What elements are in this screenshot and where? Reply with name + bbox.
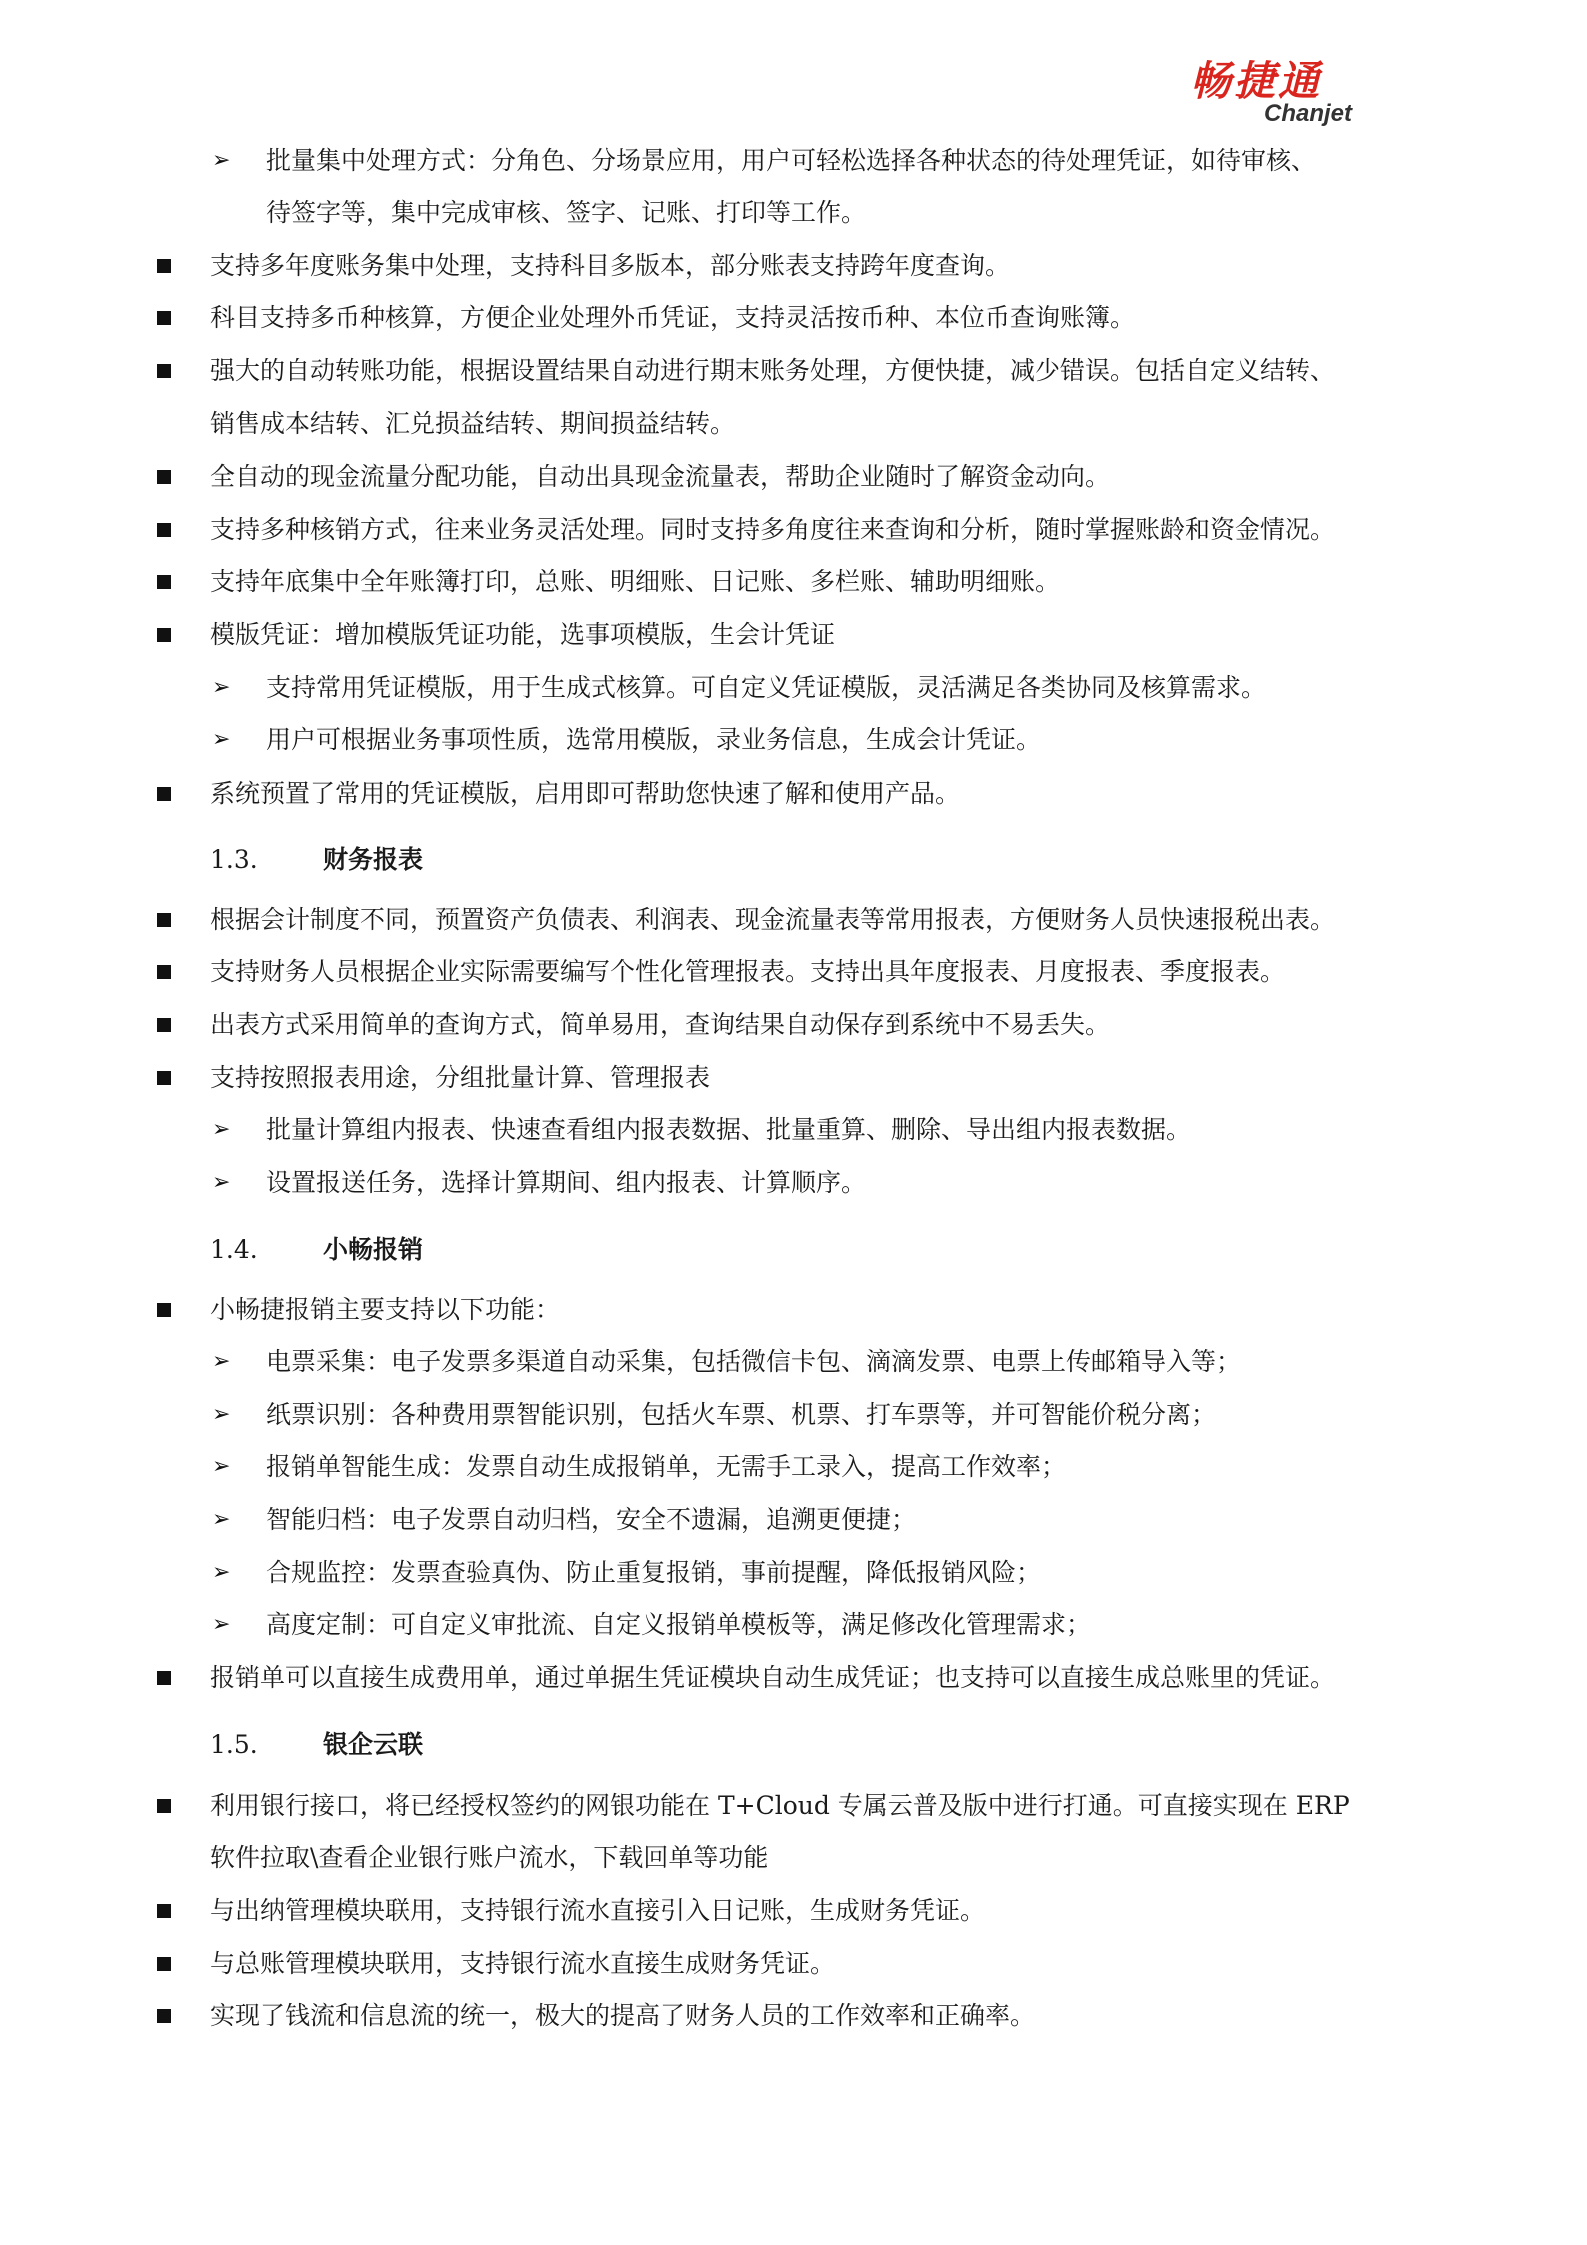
list-item-text: 报销单智能生成：发票自动生成报销单，无需手工录入，提高工作效率； — [266, 1452, 1067, 1481]
list-item-text: 全自动的现金流量分配功能，自动出具现金流量表，帮助企业随时了解资金动向。 — [210, 462, 1111, 491]
chanjet-logo — [1190, 58, 1405, 128]
list-item-text: 实现了钱流和信息流的统一，极大的提高了财务人员的工作效率和正确率。 — [210, 2001, 1036, 2030]
list-item-text: 支持按照报表用途，分组批量计算、管理报表 — [210, 1063, 711, 1092]
list-item-text: 强大的自动转账功能，根据设置结果自动进行期末账务处理，方便快捷，减少错误。包括自定义结转、 — [210, 356, 1336, 385]
list-item-text: 合规监控：发票查验真伪、防止重复报销，事前提醒，降低报销风险； — [266, 1558, 1042, 1587]
arrow-bullet-icon: ➢ — [212, 1560, 231, 1585]
square-bullet-icon — [157, 1071, 171, 1085]
list-item-text: 电票采集：电子发票多渠道自动采集，包括微信卡包、滴滴发票、电票上传邮箱导入等； — [266, 1347, 1242, 1376]
list-item-text: 支持多年度账务集中处理，支持科目多版本，部分账表支持跨年度查询。 — [210, 251, 1011, 280]
square-bullet-icon — [157, 913, 171, 927]
list-item-text: 支持常用凭证模版，用于生成式核算。可自定义凭证模版，灵活满足各类协同及核算需求。 — [266, 673, 1267, 702]
square-bullet-icon — [157, 523, 171, 537]
list-item-text: 支持财务人员根据企业实际需要编写个性化管理报表。支持出具年度报表、月度报表、季度报表。 — [210, 957, 1286, 986]
list-item-text: 批量计算组内报表、快速查看组内报表数据、批量重算、删除、导出组内报表数据。 — [266, 1115, 1192, 1144]
arrow-bullet-icon: ➢ — [212, 727, 231, 752]
square-bullet-icon — [157, 575, 171, 589]
square-bullet-icon — [157, 1671, 171, 1685]
section-heading: 财务报表 — [323, 845, 424, 874]
list-item-continuation: 销售成本结转、汇兑损益结转、期间损益结转。 — [210, 409, 736, 438]
section-number: 1.3. — [210, 845, 258, 874]
list-item-text: 出表方式采用简单的查询方式，简单易用，查询结果自动保存到系统中不易丢失。 — [210, 1010, 1111, 1039]
logo-english-text: Chanjet — [1264, 100, 1353, 127]
list-item-continuation: 待签字等，集中完成审核、签字、记账、打印等工作。 — [266, 198, 867, 227]
list-item-text: 用户可根据业务事项性质，选常用模版，录业务信息，生成会计凭证。 — [266, 725, 1042, 754]
section-heading: 银企云联 — [323, 1730, 424, 1759]
list-item-text: 智能归档：电子发票自动归档，安全不遗漏，追溯更便捷； — [266, 1505, 917, 1534]
list-item-text: 小畅捷报销主要支持以下功能： — [210, 1295, 561, 1324]
list-item-text: 支持多种核销方式，往来业务灵活处理。同时支持多角度往来查询和分析，随时掌握账龄和资金情况。 — [210, 515, 1336, 544]
square-bullet-icon — [157, 2009, 171, 2023]
list-item-text: 报销单可以直接生成费用单，通过单据生凭证模块自动生成凭证；也支持可以直接生成总账里的凭证。 — [210, 1663, 1336, 1692]
square-bullet-icon — [157, 1799, 171, 1813]
list-item-text: 纸票识别：各种费用票智能识别，包括火车票、机票、打车票等，并可智能价税分离； — [266, 1400, 1217, 1429]
list-item-text: 科目支持多币种核算，方便企业处理外币凭证，支持灵活按币种、本位币查询账簿。 — [210, 303, 1136, 332]
square-bullet-icon — [157, 259, 171, 273]
square-bullet-icon — [157, 965, 171, 979]
arrow-bullet-icon: ➢ — [212, 1402, 231, 1427]
list-item-text: 高度定制：可自定义审批流、自定义报销单模板等，满足修改化管理需求； — [266, 1610, 1092, 1639]
section-number: 1.4. — [210, 1235, 258, 1264]
list-item-continuation: 软件拉取\查看企业银行账户流水，下载回单等功能 — [210, 1843, 769, 1872]
square-bullet-icon — [157, 311, 171, 325]
square-bullet-icon — [157, 787, 171, 801]
list-item-text: 利用银行接口，将已经授权签约的网银功能在 T+Cloud 专属云普及版中进行打通。可直接实现在 ERP — [210, 1791, 1350, 1820]
list-item-text: 与出纳管理模块联用，支持银行流水直接引入日记账，生成财务凭证。 — [210, 1896, 986, 1925]
arrow-bullet-icon: ➢ — [212, 1612, 231, 1637]
list-item-text: 与总账管理模块联用，支持银行流水直接生成财务凭证。 — [210, 1949, 836, 1978]
square-bullet-icon — [157, 364, 171, 378]
square-bullet-icon — [157, 1303, 171, 1317]
arrow-bullet-icon: ➢ — [212, 1454, 231, 1479]
arrow-bullet-icon: ➢ — [212, 148, 231, 173]
section-heading: 小畅报销 — [323, 1235, 424, 1264]
square-bullet-icon — [157, 470, 171, 484]
arrow-bullet-icon: ➢ — [212, 1507, 231, 1532]
list-item-text: 批量集中处理方式：分角色、分场景应用，用户可轻松选择各种状态的待处理凭证，如待审核、 — [266, 146, 1317, 175]
list-item-text: 模版凭证：增加模版凭证功能，选事项模版，生会计凭证 — [210, 620, 836, 649]
list-item-text: 系统预置了常用的凭证模版，启用即可帮助您快速了解和使用产品。 — [210, 779, 961, 808]
square-bullet-icon — [157, 1957, 171, 1971]
logo-chinese-text: 畅捷通 — [1190, 57, 1322, 105]
square-bullet-icon — [157, 1904, 171, 1918]
arrow-bullet-icon: ➢ — [212, 675, 231, 700]
list-item-text: 设置报送任务，选择计算期间、组内报表、计算顺序。 — [266, 1168, 867, 1197]
list-item-text: 支持年底集中全年账簿打印，总账、明细账、日记账、多栏账、辅助明细账。 — [210, 567, 1061, 596]
arrow-bullet-icon: ➢ — [212, 1349, 231, 1374]
section-number: 1.5. — [210, 1730, 258, 1759]
arrow-bullet-icon: ➢ — [212, 1117, 231, 1142]
arrow-bullet-icon: ➢ — [212, 1170, 231, 1195]
list-item-text: 根据会计制度不同，预置资产负债表、利润表、现金流量表等常用报表，方便财务人员快速报税出表。 — [210, 905, 1336, 934]
square-bullet-icon — [157, 628, 171, 642]
square-bullet-icon — [157, 1018, 171, 1032]
